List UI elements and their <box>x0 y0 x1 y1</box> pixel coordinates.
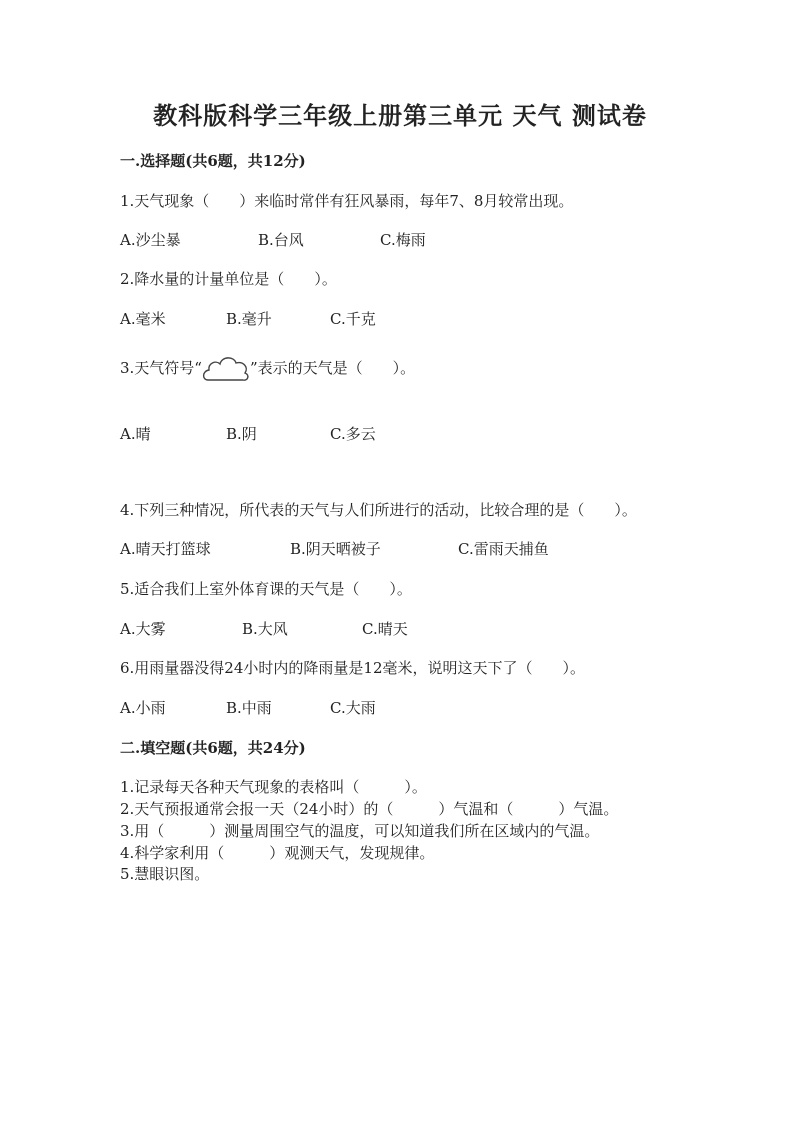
question-1-option-b: B.台风 <box>258 231 304 249</box>
question-4-option-b: B.阴天晒被子 <box>290 540 381 558</box>
question-5-option-b: B.大风 <box>242 620 288 638</box>
question-3 <box>120 352 415 386</box>
question-5-option-a: A.大雾 <box>120 620 166 638</box>
question-5-option-c: C.晴天 <box>362 620 408 638</box>
question-3-option-a: A.晴 <box>120 425 151 443</box>
fill-item-5: 5.慧眼识图。 <box>120 865 210 883</box>
question-3-text-before: 3.天气符号“ <box>120 359 202 377</box>
question-4-option-c: C.雷雨天捕鱼 <box>458 540 549 558</box>
question-3-option-b: B.阴 <box>226 425 257 443</box>
question-2: 2.降水量的计量单位是（ ）。 <box>120 270 337 288</box>
fill-item-3: 3.用（ ）测量周围空气的温度，可以知道我们所在区域内的气温。 <box>120 822 600 840</box>
question-4: 4.下列三种情况，所代表的天气与人们所进行的活动，比较合理的是（ ）。 <box>120 501 637 519</box>
question-6: 6.用雨量器没得24小时内的降雨量是12毫米，说明这天下了（ ）。 <box>120 659 585 677</box>
question-1-option-c: C.梅雨 <box>380 231 426 249</box>
question-3-text-after: ”表示的天气是（ ）。 <box>249 359 416 377</box>
question-6-option-a: A.小雨 <box>120 699 166 717</box>
fill-item-4: 4.科学家利用（ ）观测天气，发现规律。 <box>120 844 435 862</box>
section-heading-fill: 二.填空题(共6题，共24分) <box>120 739 306 757</box>
section-heading-choice: 一.选择题(共6题，共12分) <box>120 152 306 170</box>
question-6-option-c: C.大雨 <box>330 699 376 717</box>
fill-item-1: 1.记录每天各种天气现象的表格叫（ ）。 <box>120 778 427 796</box>
question-2-option-b: B.毫升 <box>226 310 272 328</box>
question-1: 1.天气现象（ ）来临时常伴有狂风暴雨，每年7、8月较常出现。 <box>120 192 574 210</box>
question-6-option-b: B.中雨 <box>226 699 272 717</box>
question-2-option-a: A.毫米 <box>120 310 166 328</box>
cloud-icon <box>200 352 252 386</box>
question-4-option-a: A.晴天打篮球 <box>120 540 211 558</box>
question-3-option-c: C.多云 <box>330 425 376 443</box>
page-title: 教科版科学三年级上册第三单元 天气 测试卷 <box>153 101 647 130</box>
fill-item-2: 2.天气预报通常会报一天（24小时）的（ ）气温和（ ）气温。 <box>120 800 619 818</box>
question-1-option-a: A.沙尘暴 <box>120 231 181 249</box>
question-2-option-c: C.千克 <box>330 310 376 328</box>
question-5: 5.适合我们上室外体育课的天气是（ ）。 <box>120 580 412 598</box>
